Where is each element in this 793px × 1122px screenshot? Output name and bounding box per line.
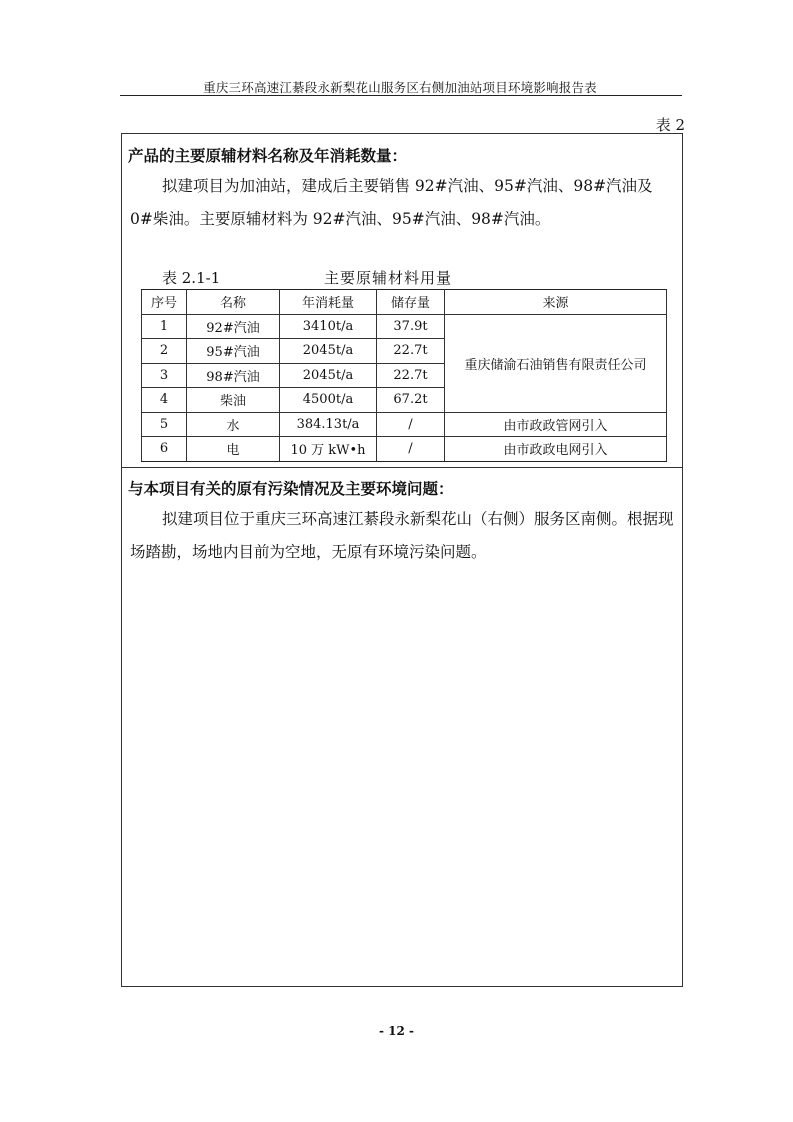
cell-name: 柴油 bbox=[187, 388, 280, 413]
cell-storage: 22.7t bbox=[377, 363, 445, 388]
cell-source-merged: 重庆储渝石油销售有限责任公司 bbox=[445, 314, 667, 412]
section-divider bbox=[122, 467, 682, 468]
cell-index: 3 bbox=[142, 363, 187, 388]
cell-source: 由市政政管网引入 bbox=[445, 412, 667, 437]
table-caption-title: 主要原辅材料用量 bbox=[324, 269, 453, 287]
table-row bbox=[142, 314, 667, 339]
table-row bbox=[142, 412, 667, 437]
cell-annual-consumption: 384.13t/a bbox=[280, 412, 377, 437]
cell-annual-consumption: 10 万 kW•h bbox=[280, 437, 377, 462]
cell-name: 92#汽油 bbox=[187, 314, 280, 339]
section-heading-pollution: 与本项目有关的原有污染情况及主要环境问题： bbox=[128, 480, 454, 498]
materials-table bbox=[141, 289, 667, 462]
cell-name: 98#汽油 bbox=[187, 363, 280, 388]
cell-annual-consumption: 2045t/a bbox=[280, 339, 377, 364]
cell-index: 1 bbox=[142, 314, 187, 339]
table-caption-number: 表 2.1-1 bbox=[162, 269, 221, 287]
cell-storage: / bbox=[377, 412, 445, 437]
cell-annual-consumption: 2045t/a bbox=[280, 363, 377, 388]
cell-storage: 37.9t bbox=[377, 314, 445, 339]
cell-name: 95#汽油 bbox=[187, 339, 280, 364]
column-header-storage: 储存量 bbox=[377, 290, 445, 315]
column-header-source: 来源 bbox=[445, 290, 667, 315]
cell-annual-consumption: 3410t/a bbox=[280, 314, 377, 339]
cell-name: 水 bbox=[187, 412, 280, 437]
materials-paragraph: 拟建项目为加油站，建成后主要销售 92#汽油、95#汽油、98#汽油及 0#柴油。主要原辅材料为 92#汽油、95#汽油、98#汽油。 bbox=[130, 177, 653, 228]
cell-storage: 22.7t bbox=[377, 339, 445, 364]
cell-index: 2 bbox=[142, 339, 187, 364]
column-header-annual-consumption: 年消耗量 bbox=[280, 290, 377, 315]
document-header-title: 重庆三环高速江綦段永新梨花山服务区右侧加油站项目环境影响报告表 bbox=[203, 80, 597, 95]
column-header-index: 序号 bbox=[142, 290, 187, 315]
cell-index: 6 bbox=[142, 437, 187, 462]
table-number-label: 表 2 bbox=[655, 116, 685, 134]
column-header-name: 名称 bbox=[187, 290, 280, 315]
cell-storage: / bbox=[377, 437, 445, 462]
table-row bbox=[142, 437, 667, 462]
cell-storage: 67.2t bbox=[377, 388, 445, 413]
page-number: - 12 - bbox=[378, 1024, 414, 1038]
cell-annual-consumption: 4500t/a bbox=[280, 388, 377, 413]
header-rule bbox=[120, 95, 682, 96]
cell-index: 5 bbox=[142, 412, 187, 437]
pollution-paragraph: 拟建项目位于重庆三环高速江綦段永新梨花山（右侧）服务区南侧。根据现场踏勘，场地内目前为空地，无原有环境污染问题。 bbox=[130, 510, 674, 561]
cell-source: 由市政政电网引入 bbox=[445, 437, 667, 462]
section-heading-materials: 产品的主要原辅材料名称及年消耗数量： bbox=[128, 147, 408, 165]
content-frame bbox=[121, 133, 683, 987]
cell-name: 电 bbox=[187, 437, 280, 462]
cell-index: 4 bbox=[142, 388, 187, 413]
table-header-row bbox=[142, 290, 667, 315]
